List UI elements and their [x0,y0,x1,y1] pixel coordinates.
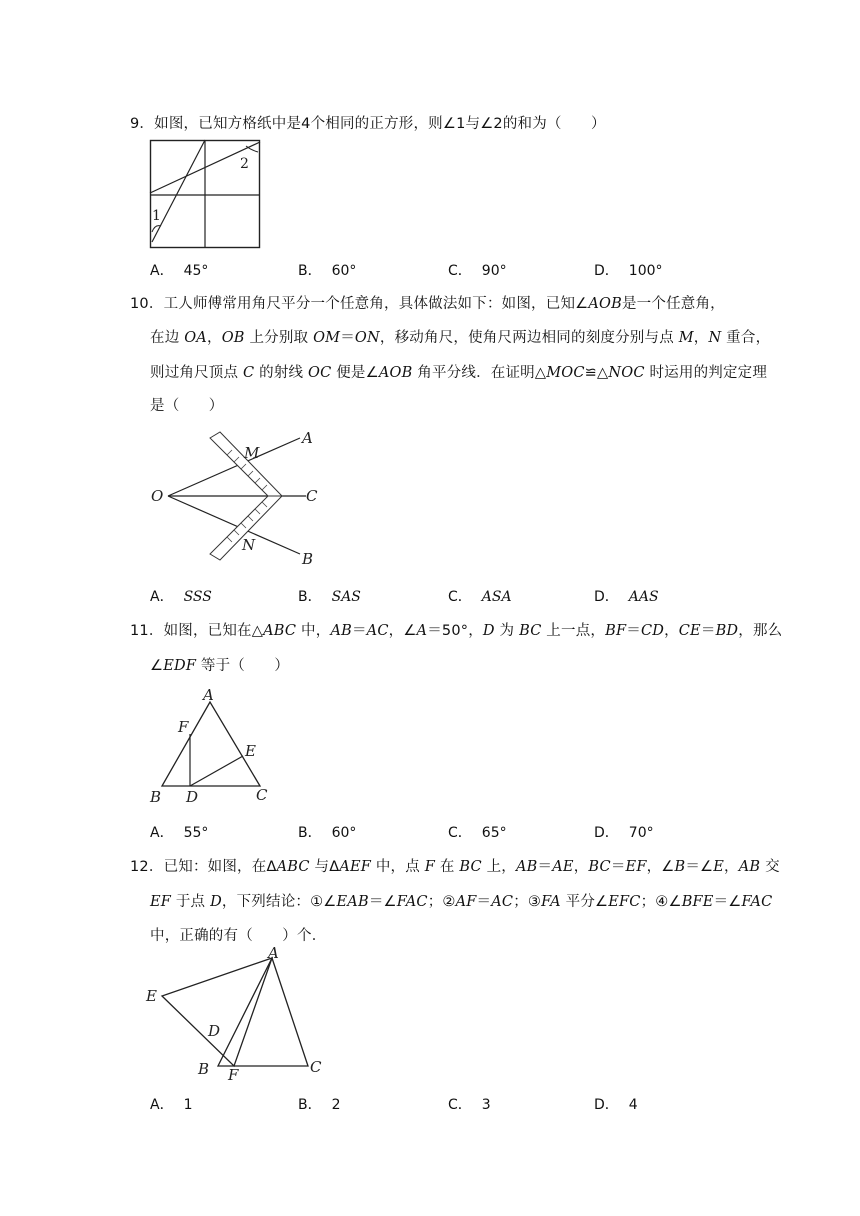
question-10-line-1: 10．工人师傅常用角尺平分一个任意角，具体做法如下：如图，已知∠AOB是一个任意角， [130,296,725,312]
option-a[interactable]: A． 55° [150,825,209,841]
option-c[interactable]: C． 90° [448,263,507,279]
point-label-E: E [245,742,256,760]
point-label-F: F [178,718,189,736]
question-11-line-1: 11．如图，已知在△ABC 中，AB＝AC，∠A＝50°，D 为 BC 上一点，BF＝CD，CE＝BD，那么 [130,623,783,639]
point-label-C: C [256,786,268,804]
point-label-C: C [310,1058,322,1076]
option-d[interactable]: D． 100° [594,263,663,279]
point-label-D: D [186,788,199,806]
point-label-N: N [242,536,256,554]
question-text: 如图，已知方格纸中是4个相同的正方形，则∠1与∠2的和为（ ） [154,116,606,132]
option-d[interactable]: D． 70° [594,825,654,841]
option-a[interactable]: A． 1 [150,1097,193,1113]
q10-carpenter-square-figure [148,428,338,568]
point-label-B: B [302,550,314,568]
question-9-line-1 [130,112,606,133]
point-label-D: D [208,1022,221,1040]
point-label-B: B [150,788,162,806]
question-number: 12． [130,859,164,875]
q11-triangle-figure [148,688,288,806]
point-label-A: A [302,429,313,447]
question-number: 11． [130,623,164,639]
point-label-A: A [203,686,214,704]
option-a[interactable]: A． 45° [150,263,209,279]
question-10-line-2: 在边 OA，OB 上分别取 OM＝ON，移动角尺，使角尺两边相同的刻度分别与点 M，N 重合， [150,330,771,346]
q9-grid-figure [150,140,262,250]
question-12-line-1: 12．已知：如图，在ΔABC 与ΔAEF 中，点 F 在 BC 上，AB＝AE，BC＝EF，∠B＝∠E，AB 交 [130,859,780,875]
question-12-line-2: EF 于点 D，下列结论：①∠EAB＝∠FAC；②AF＝AC；③FA 平分∠EFC；④∠BFE＝∠FAC [150,894,773,910]
angle-label-2: 2 [240,156,249,172]
question-10-line-3: 则过角尺顶点 C 的射线 OC 便是∠AOB 角平分线．在证明△MOC≌△NOC 时运用的判定定理 [150,365,768,381]
option-b[interactable]: B． 60° [298,263,357,279]
option-a[interactable]: A． SSS [150,589,212,605]
option-d[interactable]: D． 4 [594,1097,638,1113]
question-number: 9． [130,116,155,132]
option-b[interactable]: B． 2 [298,1097,341,1113]
option-b[interactable]: B． SAS [298,589,361,605]
option-c[interactable]: C． 65° [448,825,507,841]
angle-label-1: 1 [152,208,161,224]
q12-triangles-figure [146,944,336,1084]
point-label-E: E [146,987,157,1005]
point-label-A: A [268,944,279,962]
option-c[interactable]: C． ASA [448,589,512,605]
point-label-O: O [151,487,164,505]
question-11-line-2: ∠EDF 等于（ ） [150,658,290,674]
option-c[interactable]: C． 3 [448,1097,491,1113]
option-b[interactable]: B． 60° [298,825,357,841]
point-label-B: B [198,1060,210,1078]
question-10-line-4: 是（ ） [150,398,224,414]
point-label-M: M [244,444,260,462]
question-number: 10． [130,296,164,312]
point-label-F: F [228,1066,239,1084]
option-d[interactable]: D． AAS [594,589,659,605]
point-label-C: C [306,487,318,505]
question-12-line-3: 中，正确的有（ ）个． [150,928,327,944]
